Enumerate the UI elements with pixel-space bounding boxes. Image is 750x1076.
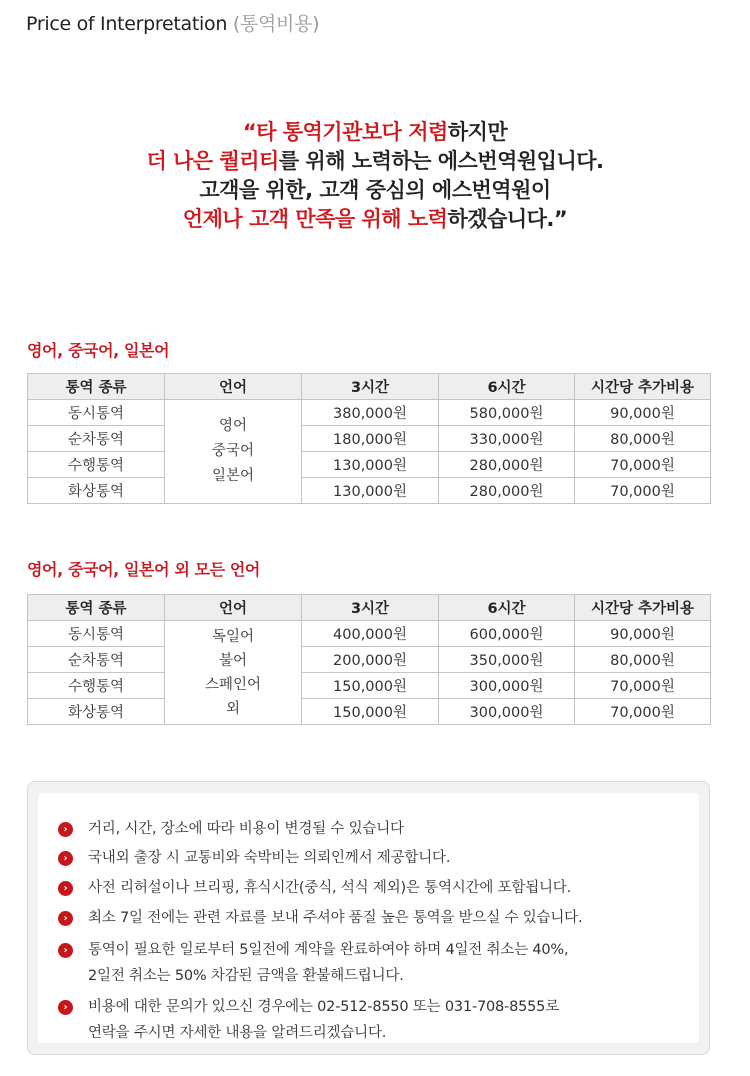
chevron-right-circle-icon: › xyxy=(58,943,73,958)
cell-6h: 350,000원 xyxy=(439,647,575,673)
cell-3h: 130,000원 xyxy=(302,478,439,504)
section-title-major-languages: 영어, 중국어, 일본어 xyxy=(27,341,170,360)
col-header-6h: 6시간 xyxy=(439,374,575,400)
slogan-black-2: 를 위해 노력하는 에스번역원입니다. xyxy=(278,149,604,173)
cell-type: 동시통역 xyxy=(28,400,165,426)
table-header-row xyxy=(28,374,711,400)
cell-3h: 200,000원 xyxy=(302,647,439,673)
language-item: 영어 xyxy=(218,418,247,434)
page-title-main: Price of Interpretation xyxy=(26,13,228,35)
col-header-3h: 3시간 xyxy=(302,374,439,400)
slogan-black-3: 고객을 위한, 고객 중심의 에스번역원이 xyxy=(199,178,551,202)
slogan-red-4: 언제나 고객 만족을 위해 노력 xyxy=(182,207,448,231)
cell-extra: 70,000원 xyxy=(575,699,711,725)
chevron-right-circle-icon: › xyxy=(58,881,73,896)
note-text: 최소 7일 전에는 관련 자료를 보내 주셔야 품질 높은 통역을 받으실 수 있습니다. xyxy=(88,910,583,926)
slogan-red-1: “타 통역기관보다 저렴 xyxy=(242,120,448,144)
cell-type: 순차통역 xyxy=(28,647,165,673)
cell-type: 화상통역 xyxy=(28,699,165,725)
note-text: 2일전 취소는 50% 차감된 금액을 환불해드립니다. xyxy=(88,968,404,984)
cell-3h: 150,000원 xyxy=(302,699,439,725)
note-text: 국내외 출장 시 교통비와 숙박비는 의뢰인께서 제공합니다. xyxy=(88,850,451,866)
note-text: 통역이 필요한 일로부터 5일전에 계약을 완료하여야 하며 4일전 취소는 40%, xyxy=(88,942,569,958)
page-title-sub: (통역비용) xyxy=(232,13,320,35)
cell-extra: 90,000원 xyxy=(575,400,711,426)
cell-type: 수행통역 xyxy=(28,452,165,478)
slogan-black-1: 하지만 xyxy=(447,120,508,144)
slogan-line-4 xyxy=(0,205,750,234)
section-title-other-languages: 영어, 중국어, 일본어 외 모든 언어 xyxy=(27,560,260,579)
slogan-black-4: 하겠습니다.” xyxy=(447,207,568,231)
cell-6h: 300,000원 xyxy=(439,673,575,699)
table-row xyxy=(28,647,711,673)
note-text: 거리, 시간, 장소에 따라 비용이 변경될 수 있습니다 xyxy=(88,821,404,837)
col-header-extra: 시간당 추가비용 xyxy=(575,374,711,400)
col-header-extra: 시간당 추가비용 xyxy=(575,595,711,621)
cell-languages xyxy=(165,400,302,504)
slogan-line-3 xyxy=(0,176,750,205)
cell-6h: 330,000원 xyxy=(439,426,575,452)
note-text: 비용에 대한 문의가 있으신 경우에는 02-512-8550 또는 031-708-8555로 xyxy=(88,999,559,1015)
cell-6h: 280,000원 xyxy=(439,452,575,478)
cell-6h: 600,000원 xyxy=(439,621,575,647)
cell-extra: 90,000원 xyxy=(575,621,711,647)
page-title xyxy=(26,9,319,36)
table-row xyxy=(28,699,711,725)
cell-extra: 70,000원 xyxy=(575,673,711,699)
cell-extra: 80,000원 xyxy=(575,647,711,673)
chevron-right-circle-icon: › xyxy=(58,851,73,866)
note-text: 사전 리허설이나 브리핑, 휴식시간(중식, 석식 제외)은 통역시간에 포함됩니다. xyxy=(88,880,572,896)
language-item: 중국어 xyxy=(211,443,255,459)
language-item: 불어 xyxy=(218,652,247,669)
table-row xyxy=(28,400,711,426)
col-header-type: 통역 종류 xyxy=(28,595,165,621)
cell-3h: 130,000원 xyxy=(302,452,439,478)
cell-type: 순차통역 xyxy=(28,426,165,452)
chevron-right-circle-icon: › xyxy=(58,1000,73,1015)
price-table-other-languages xyxy=(27,594,711,725)
slogan-line-2 xyxy=(0,147,750,176)
cell-3h: 180,000원 xyxy=(302,426,439,452)
col-header-6h: 6시간 xyxy=(439,595,575,621)
col-header-3h: 3시간 xyxy=(302,595,439,621)
col-header-language: 언어 xyxy=(165,595,302,621)
cell-3h: 150,000원 xyxy=(302,673,439,699)
cell-type: 수행통역 xyxy=(28,673,165,699)
cell-6h: 280,000원 xyxy=(439,478,575,504)
table-row xyxy=(28,673,711,699)
price-table-major-languages xyxy=(27,373,711,504)
slogan-red-2: 더 나은 퀄리티 xyxy=(146,149,279,173)
slogan-line-1 xyxy=(0,118,750,147)
table-row xyxy=(28,621,711,647)
cell-3h: 400,000원 xyxy=(302,621,439,647)
language-item: 일본어 xyxy=(211,468,255,484)
notes-inner xyxy=(38,793,699,1043)
cell-3h: 380,000원 xyxy=(302,400,439,426)
cell-6h: 300,000원 xyxy=(439,699,575,725)
language-item: 스페인어 xyxy=(204,676,262,693)
cell-extra: 70,000원 xyxy=(575,478,711,504)
slogan-quote xyxy=(0,118,750,234)
chevron-right-circle-icon: › xyxy=(58,822,73,837)
chevron-right-circle-icon: › xyxy=(58,911,73,926)
cell-languages xyxy=(165,621,302,725)
note-text: 연락을 주시면 자세한 내용을 알려드리겠습니다. xyxy=(88,1025,387,1041)
table-row xyxy=(28,478,711,504)
col-header-language: 언어 xyxy=(165,374,302,400)
language-item: 독일어 xyxy=(211,628,255,645)
cell-6h: 580,000원 xyxy=(439,400,575,426)
cell-type: 동시통역 xyxy=(28,621,165,647)
cell-type: 화상통역 xyxy=(28,478,165,504)
table-row xyxy=(28,426,711,452)
col-header-type: 통역 종류 xyxy=(28,374,165,400)
notes-box xyxy=(27,781,710,1055)
table-row xyxy=(28,452,711,478)
table-header-row xyxy=(28,595,711,621)
cell-extra: 80,000원 xyxy=(575,426,711,452)
language-item: 외 xyxy=(225,700,240,717)
cell-extra: 70,000원 xyxy=(575,452,711,478)
